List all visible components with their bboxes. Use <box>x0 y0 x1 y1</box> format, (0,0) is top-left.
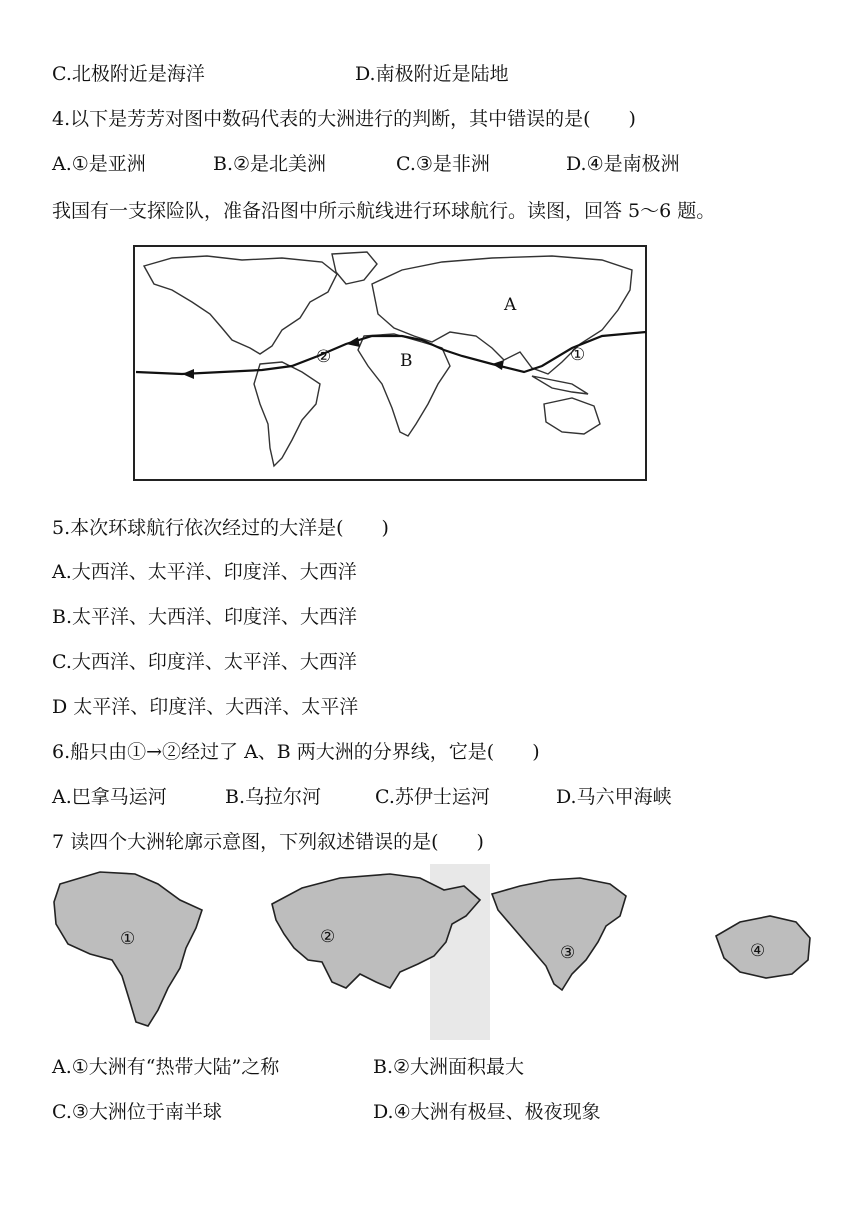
q6-stem: 6.船只由①→②经过了 A、B 两大洲的分界线，它是( ) <box>52 741 540 763</box>
q5-option-d: D 太平洋、印度洋、大西洋、太平洋 <box>52 696 359 718</box>
q3-option-d: D.南极附近是陆地 <box>355 63 509 85</box>
fig-label-2: ② <box>320 927 336 947</box>
fig-label-3: ③ <box>560 943 576 963</box>
q4-stem: 4.以下是芳芳对图中数码代表的大洲进行的判断，其中错误的是( ) <box>52 108 636 130</box>
q6-option-b: B.乌拉尔河 <box>225 786 322 808</box>
map-label-a: A <box>504 295 517 315</box>
q4-option-d: D.④是南极洲 <box>566 153 680 175</box>
continent-outlines-figure <box>40 864 820 1040</box>
q6-option-a: A.巴拿马运河 <box>52 786 167 808</box>
q4-option-b: B.②是北美洲 <box>213 153 327 175</box>
map-mark-1: ① <box>570 345 586 365</box>
q6-option-c: C.苏伊士运河 <box>375 786 490 808</box>
q4-option-c: C.③是非洲 <box>396 153 490 175</box>
fig-label-1: ① <box>120 929 136 949</box>
continent-1-africa-shape <box>54 872 202 1026</box>
continent-3-north-america-shape <box>492 878 626 990</box>
q3-option-c: C.北极附近是海洋 <box>52 63 205 85</box>
q6-option-d: D.马六甲海峡 <box>556 786 672 808</box>
q5-option-c: C.大西洋、印度洋、太平洋、大西洋 <box>52 651 357 673</box>
q5-option-b: B.太平洋、大西洋、印度洋、大西洋 <box>52 606 358 628</box>
q5-stem: 5.本次环球航行依次经过的大洋是( ) <box>52 517 389 539</box>
q7-option-b: B.②大洲面积最大 <box>373 1056 525 1078</box>
q5-option-a: A.大西洋、太平洋、印度洋、大西洋 <box>52 561 357 583</box>
q7-option-d: D.④大洲有极昼、极夜现象 <box>373 1101 601 1123</box>
map-mark-2: ② <box>316 347 332 367</box>
map-label-b: B <box>400 351 413 371</box>
fig-label-4: ④ <box>750 941 766 961</box>
intro-5-6: 我国有一支探险队，准备沿图中所示航线进行环球航行。读图，回答 5～6 题。 <box>52 200 716 222</box>
world-route-map <box>132 244 648 482</box>
q7-option-a: A.①大洲有“热带大陆”之称 <box>52 1056 280 1078</box>
q7-stem: 7 读四个大洲轮廓示意图，下列叙述错误的是( ) <box>52 831 484 853</box>
q4-option-a: A.①是亚洲 <box>52 153 146 175</box>
q7-option-c: C.③大洲位于南半球 <box>52 1101 222 1123</box>
